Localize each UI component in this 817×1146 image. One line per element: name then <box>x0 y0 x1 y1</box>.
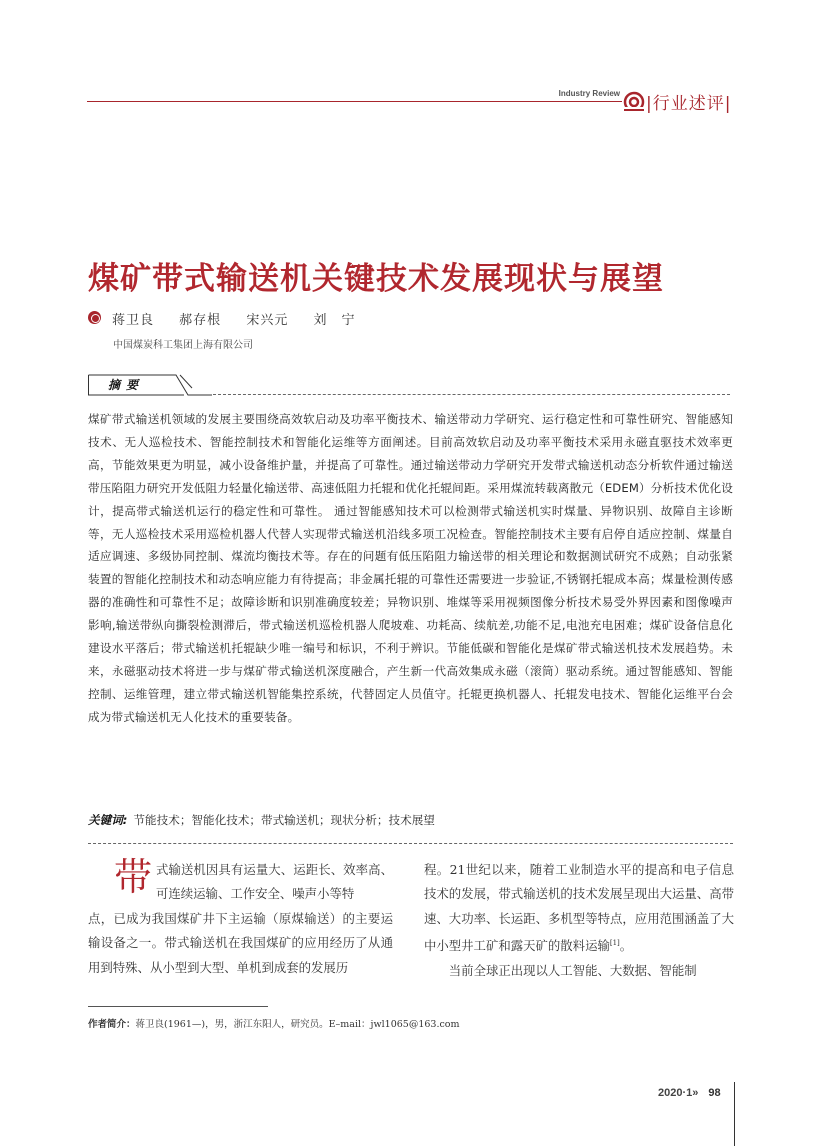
body-paragraph-1-cont: 点，已成为我国煤矿井下主运输（原煤输送）的主要运输设备之一。带式输送机在我国煤矿的应用经历了从通用到特殊、从小型到大型、单机到成套的发展历 <box>88 911 393 975</box>
page-number: 98 <box>708 1087 721 1099</box>
author-list <box>112 309 375 328</box>
author: 蒋卫良 <box>112 313 155 328</box>
author-icon <box>88 311 101 324</box>
keywords-text: 节能技术；智能化技术；带式输送机；现状分析；技术展望 <box>133 813 435 827</box>
citation-ref[interactable]: [1] <box>609 939 620 948</box>
keywords-label <box>88 813 127 827</box>
section-bar: | <box>646 94 653 114</box>
abstract-label: 摘要 <box>108 378 145 392</box>
section-label-cn <box>646 89 731 114</box>
keywords-label-text: 关键词 <box>88 813 123 827</box>
section-bar: | <box>724 94 732 114</box>
journal-logo-icon <box>623 91 645 113</box>
author: 郝存根 <box>179 313 222 328</box>
keywords-colon: : <box>122 813 128 827</box>
footnote-rule <box>88 1006 268 1007</box>
abstract-text: 煤矿带式输送机领域的发展主要围绕高效软启动及功率平衡技术、输送带动力学研究、运行稳定性和可靠性研究、智能感知技术、无人巡检技术、智能控制技术和智能化运维等方面阐述。目前高效软启动及功率平衡技术采用永磁直驱技术效率更高，节能效果更为明显，减小设备维护量，并提高了可靠性。通过输送带动力学研究开发带式输送机动态分析软件通过输送带压陷阻力研究开发低阻力轻量化输送带、高速低阻力托辊和优化托辊间距。采用煤流转载离散元（EDEM）分析技术优化设计，提高带式输送机运行的稳定性和可靠性。 通过智能感知技术可以检测带式输送机实时煤量、异物识别、故障自主诊断等，无人巡检技术采用巡检机器人代替人实现带式输送机沿线多项工况检查。智能控制技术主要有启停自适应控制、煤量自适应调速、多级协同控制、煤流均衡技术等。存在的问题有低压陷阻力输送带的相关理论和数据测试研究不成熟；自动张紧装置的智能化控制技术和动态响应能力有待提高；非金属托辊的可靠性还需要进一步验证,不锈钢托辊成本高；煤量检测传感器的准确性和可靠性不足；故障诊断和识别准确度较差；异物识别、堆煤等采用视频图像分析技术易受外界因素和图像噪声影响,输送带纵向撕裂检测滞后，带式输送机巡检机器人爬坡难、功耗高、续航差,功能不足,电池充电困难；煤矿设备信息化建设水平落后；带式输送机托辊缺少唯一编号和标识，不利于辨识。节能低碳和智能化是煤矿带式输送机技术发展趋势。未来，永磁驱动技术将进一步与煤矿带式输送机深度融合，产生新一代高效集成永磁（滚筒）驱动系统。通过智能感知、智能控制、运维管理，建立带式输送机智能集控系统，代替固定人员值守。托辊更换机器人、托辊发电技术、智能化运维平台会成为带式输送机无人化技术的重要装备。 <box>88 412 733 724</box>
issue-label: 2020·1 <box>658 1087 693 1099</box>
body-paragraph-1-start: 式输送机因具有运量大、运距长、效率高、可连续运输、工作安全、噪声小等特 <box>156 862 393 902</box>
drop-cap: 带 <box>114 855 153 899</box>
header-rule <box>87 101 622 102</box>
author: 宋兴元 <box>246 313 289 328</box>
body-paragraph-2 <box>424 858 734 959</box>
author-footnote <box>88 1016 460 1030</box>
footnote-label: 作者简介： <box>88 1019 136 1030</box>
body-paragraph-3: 当前全球正出现以人工智能、大数据、智能制 <box>448 962 697 978</box>
body-paragraph-2-end: 。 <box>619 938 633 954</box>
keywords <box>88 812 733 828</box>
keywords-divider <box>88 843 733 844</box>
section-label-en: Industry Review <box>558 89 620 98</box>
page-footer <box>658 1087 721 1099</box>
abstract-divider <box>213 394 730 395</box>
section-title: 行业述评 <box>652 94 725 114</box>
author: 刘 宁 <box>313 313 356 328</box>
body-paragraph-2-text: 程。21世纪以来，随着工业制造水平的提高和电子信息技术的发展，带式输送机的技术发展呈现出大运量、高带速、大功率、长运距、多机型等特点，应用范围涵盖了大中小型井工矿和露天矿的散料运输 <box>424 862 734 954</box>
page-rule <box>734 1082 735 1146</box>
arrow-icon: » <box>692 1087 699 1099</box>
abstract-tab-shape <box>88 374 213 396</box>
footnote-text: 蒋卫良(1961—)，男，浙江东阳人，研究员。E–mail：jwl1065@163.com <box>135 1019 460 1030</box>
article-title: 煤矿带式输送机关键技术发展现状与展望 <box>88 261 664 297</box>
body-column-2 <box>424 858 734 983</box>
affiliation: 中国煤炭科工集团上海有限公司 <box>113 340 253 351</box>
